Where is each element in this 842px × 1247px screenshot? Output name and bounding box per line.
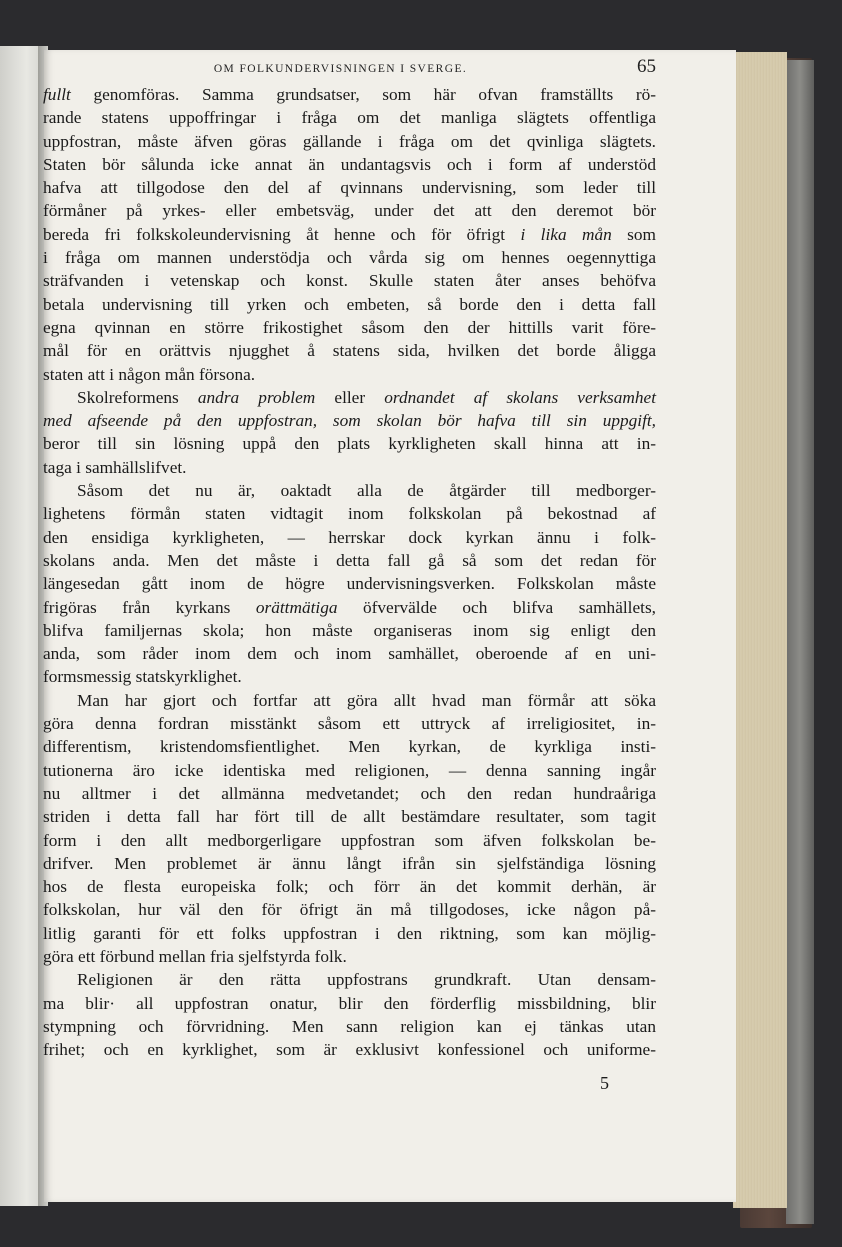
page-number: 65 [637, 56, 656, 77]
line-text: bereda fri folkskoleundervisning åt henne och för öfrigt [43, 224, 521, 244]
line-text: hafva att tillgodose den del af qvinnans undervisning, som leder till [43, 178, 656, 198]
line-text: längesedan gått inom de högre undervisningsverken. Folkskolan måste [43, 574, 656, 594]
line-text: den ensidiga kyrkligheten, — herrskar dock kyrkan ännu i folk- [43, 527, 656, 547]
text-line [43, 549, 656, 572]
line-text: skolans anda. Men det måste i detta fall gå så som det redan för [43, 550, 656, 570]
line-text: Religionen är den rätta uppfostrans grundkraft. Utan densam- [77, 970, 656, 990]
text-line [43, 665, 656, 688]
line-text: beror till sin lösning uppå den plats kyrkligheten skall hinna att in- [43, 434, 656, 454]
text-line [43, 852, 656, 875]
text-line [43, 829, 656, 852]
text-line [43, 479, 656, 502]
text-line [43, 735, 656, 758]
line-text: nu alltmer i det allmänna medvetandet; och den redan hundraåriga [43, 783, 656, 803]
text-line [43, 619, 656, 642]
line-text: anda, som råder inom dem och inom samhället, oberoende af en uni- [43, 644, 656, 664]
line-text: öfvervälde och blifva samhällets, [337, 597, 656, 617]
book-cover-edge [786, 60, 814, 1224]
signature-mark: 5 [600, 1073, 609, 1093]
text-line [43, 922, 656, 945]
line-text: egna qvinnan en större frikostighet såsom den der hittills varit före- [43, 317, 656, 337]
line-text: eller [315, 387, 385, 407]
text-line [43, 526, 656, 549]
line-text: folkskolan, hur väl den för öfrigt än må tillgodoses, icke någon på- [43, 900, 656, 920]
text-line [43, 992, 656, 1015]
emphasis-text: ordnandet af skolans verksamhet [384, 387, 656, 407]
line-text: Man har gjort och fortfar att göra allt hvad man förmår att söka [77, 690, 656, 710]
text-line [43, 642, 656, 665]
line-text: Staten bör sålunda icke annat än undantagsvis och i form af understöd [43, 154, 656, 174]
emphasis-text: fullt [43, 85, 71, 104]
text-line [43, 712, 656, 735]
text-line [43, 805, 656, 828]
text-line [43, 409, 656, 432]
page-stack-edge [733, 52, 787, 1208]
line-text: Skolreformens [77, 387, 198, 407]
text-line [43, 572, 656, 595]
text-line [43, 363, 656, 386]
text-line [43, 293, 656, 316]
text-line [43, 875, 656, 898]
text-line [43, 339, 656, 362]
text-line [43, 316, 656, 339]
text-line [43, 456, 656, 479]
text-line [43, 246, 656, 269]
text-line [43, 689, 656, 712]
text-line [43, 432, 656, 455]
line-text: tutionerna äro icke identiska med religionen, — denna sanning ingår [43, 760, 656, 780]
line-text: drifver. Men problemet är ännu långt ifrån sin sjelfständiga lösning [43, 853, 656, 873]
text-line [43, 106, 656, 129]
text-line [43, 176, 656, 199]
line-text: formsmessig statskyrklighet. [43, 667, 242, 687]
line-text: ma blir· all uppfostran onatur, blir den förderflig missbildning, blir [43, 993, 656, 1013]
text-line [43, 153, 656, 176]
line-text: förmåner på yrkes- eller embetsväg, under det att den deremot bör [43, 201, 656, 221]
body-text [43, 83, 656, 1061]
text-line [43, 898, 656, 921]
line-text: blifva familjernas skola; hon måste organiseras inom sig enligt den [43, 620, 656, 640]
line-text: sträfvanden i vetenskap och konst. Skulle staten åter anses behöfva [43, 271, 656, 291]
line-text: som [611, 224, 656, 244]
text-line [43, 1038, 656, 1061]
line-text: hos de flesta europeiska folk; och förr än det kommit derhän, är [43, 877, 656, 897]
text-line [43, 759, 656, 782]
text-line [43, 782, 656, 805]
line-text: rande statens uppoffringar i fråga om det manliga slägtets offentliga [43, 108, 656, 128]
emphasis-text: orättmätiga [255, 597, 338, 617]
line-text: betala undervisning till yrken och embeten, så borde den i detta fall [43, 294, 656, 314]
running-title: OM FOLKUNDERVISNINGEN I SVERGE. [213, 63, 468, 75]
line-text: göra ett förbund mellan fria sjelfstyrda folk. [43, 946, 347, 966]
line-text: mål för en orättvis njugghet å statens sida, hvilken det borde åligga [43, 341, 656, 361]
line-text: form i den allt medborgerligare uppfostran som äfven folkskolan be- [43, 830, 656, 850]
line-text: lighetens förmån staten vidtagit inom folkskolan på bekostnad af [43, 504, 656, 524]
text-line [43, 130, 656, 153]
emphasis-text: i lika mån [520, 224, 612, 244]
line-text: frihet; och en kyrklighet, som är exklusivt konfessionel och uniforme- [43, 1040, 656, 1060]
line-text: striden i detta fall har fört till de allt bestämdare resultater, som tagit [43, 807, 656, 827]
text-line [43, 269, 656, 292]
text-line [43, 502, 656, 525]
text-line [43, 1015, 656, 1038]
line-text: Såsom det nu är, oaktadt alla de åtgärder till medborger- [77, 481, 656, 501]
line-text: differentism, kristendomsfientlighet. Men kyrkan, de kyrkliga insti- [43, 737, 656, 757]
line-text: litlig garanti för ett folks uppfostran i den riktning, som kan möjlig- [43, 923, 656, 943]
text-line [43, 199, 656, 222]
line-text: i fråga om mannen understödja och vårda sig om hennes oegennyttiga [43, 248, 656, 268]
running-header [44, 56, 656, 78]
text-line [43, 596, 656, 619]
text-line [43, 968, 656, 991]
line-text: taga i samhällslifvet. [43, 457, 187, 477]
text-line [43, 386, 656, 409]
emphasis-text: andra problem [197, 387, 316, 407]
text-line [43, 83, 656, 106]
line-text: stympning och förvridning. Men sann religion kan ej tänkas utan [43, 1016, 656, 1036]
text-line [43, 945, 656, 968]
text-line [43, 223, 656, 246]
line-text: göra denna fordran misstänkt såsom ett uttryck af irreligiositet, in- [43, 714, 656, 734]
line-text: frigöras från kyrkans [43, 597, 256, 617]
line-text: staten att i någon mån försona. [43, 364, 256, 384]
line-text: uppfostran, måste äfven göras gällande i fråga om det qvinliga slägtets. [43, 131, 656, 151]
emphasis-text: med afseende på den uppfostran, som skolan bör hafva till sin uppgift, [43, 411, 656, 431]
line-text: genomföras. Samma grundsatser, som här ofvan framställts rö- [70, 85, 656, 104]
